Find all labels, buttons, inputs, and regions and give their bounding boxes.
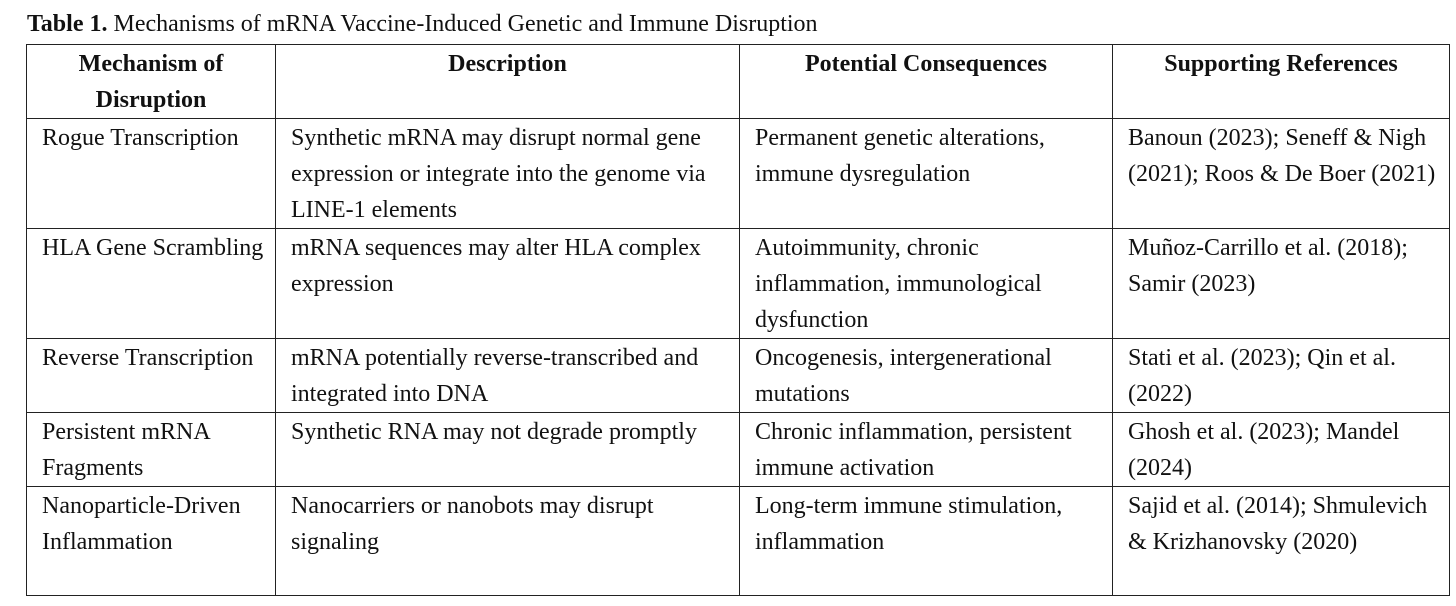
table-row bbox=[27, 119, 1450, 229]
table-row bbox=[27, 413, 1450, 487]
mechanisms-table bbox=[26, 44, 1450, 596]
cell-consequences: Long-term immune stimulation, inflammation bbox=[740, 487, 1113, 596]
header-mechanism: Mechanism of Disruption bbox=[27, 45, 276, 119]
cell-references: Stati et al. (2023); Qin et al. (2022) bbox=[1113, 339, 1450, 413]
cell-mechanism: HLA Gene Scrambling bbox=[27, 229, 276, 339]
cell-consequences: Autoimmunity, chronic inflammation, immunological dysfunction bbox=[740, 229, 1113, 339]
cell-references: Muñoz-Carrillo et al. (2018); Samir (2023) bbox=[1113, 229, 1450, 339]
cell-description: mRNA sequences may alter HLA complex expression bbox=[276, 229, 740, 339]
cell-consequences: Chronic inflammation, persistent immune activation bbox=[740, 413, 1113, 487]
cell-consequences: Oncogenesis, intergenerational mutations bbox=[740, 339, 1113, 413]
table-row bbox=[27, 487, 1450, 596]
cell-description: Nanocarriers or nanobots may disrupt signaling bbox=[276, 487, 740, 596]
cell-description: Synthetic RNA may not degrade promptly bbox=[276, 413, 740, 487]
cell-references: Banoun (2023); Seneff & Nigh (2021); Roos & De Boer (2021) bbox=[1113, 119, 1450, 229]
header-row bbox=[27, 45, 1450, 119]
table-title: Mechanisms of mRNA Vaccine-Induced Genetic and Immune Disruption bbox=[113, 11, 818, 37]
table-caption bbox=[27, 9, 818, 39]
table-label: Table 1. bbox=[27, 11, 108, 37]
cell-consequences: Permanent genetic alterations, immune dysregulation bbox=[740, 119, 1113, 229]
cell-mechanism: Reverse Transcription bbox=[27, 339, 276, 413]
cell-references: Ghosh et al. (2023); Mandel (2024) bbox=[1113, 413, 1450, 487]
cell-description: Synthetic mRNA may disrupt normal gene expression or integrate into the genome via LINE-1 elements bbox=[276, 119, 740, 229]
cell-mechanism: Persistent mRNA Fragments bbox=[27, 413, 276, 487]
header-consequences: Potential Consequences bbox=[740, 45, 1113, 119]
header-references: Supporting References bbox=[1113, 45, 1450, 119]
cell-mechanism: Nanoparticle-Driven Inflammation bbox=[27, 487, 276, 596]
cell-mechanism: Rogue Transcription bbox=[27, 119, 276, 229]
cell-references: Sajid et al. (2014); Shmulevich & Krizhanovsky (2020) bbox=[1113, 487, 1450, 596]
header-description: Description bbox=[276, 45, 740, 119]
table-row bbox=[27, 339, 1450, 413]
cell-description: mRNA potentially reverse-transcribed and integrated into DNA bbox=[276, 339, 740, 413]
table-row bbox=[27, 229, 1450, 339]
